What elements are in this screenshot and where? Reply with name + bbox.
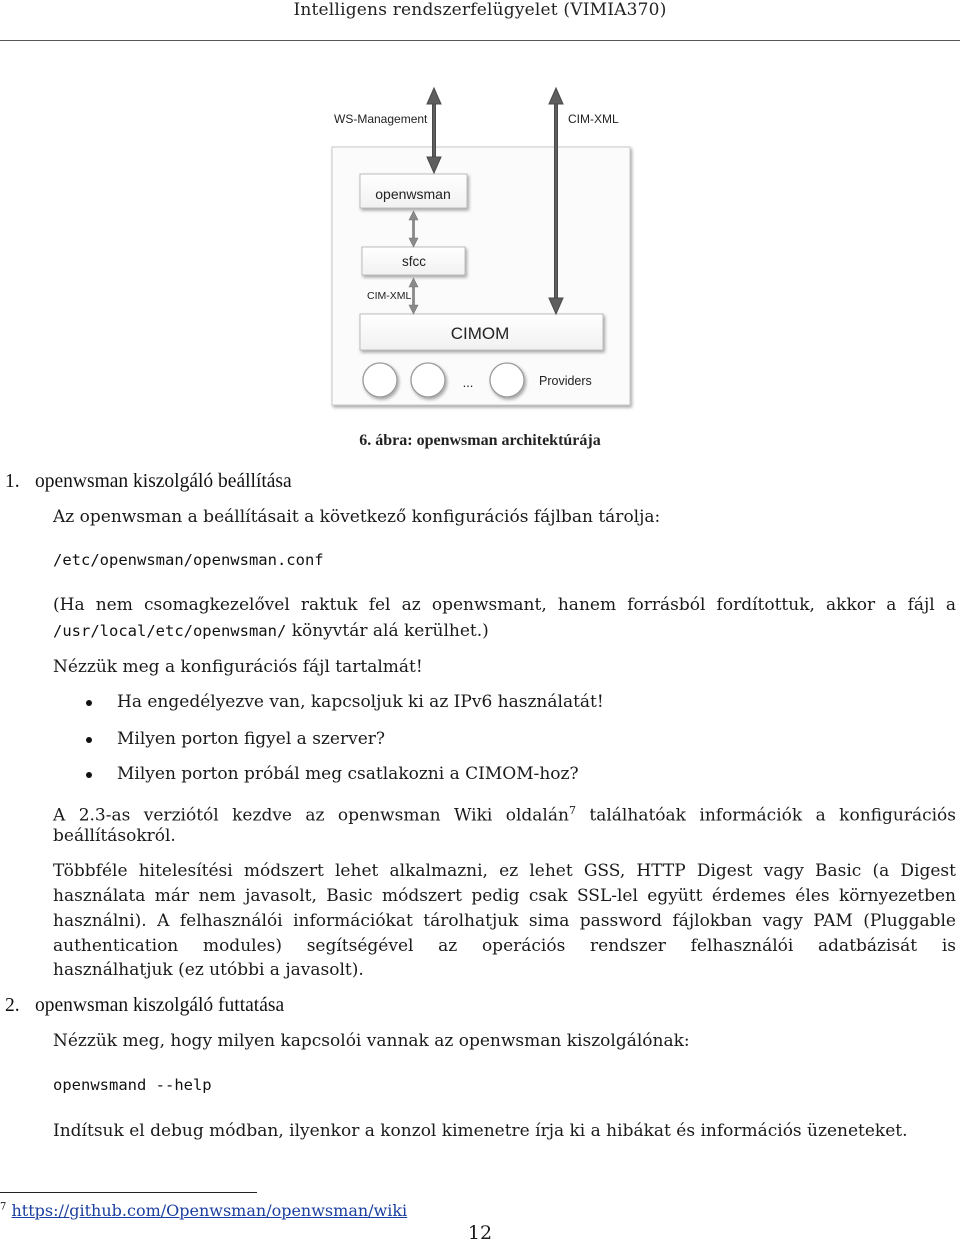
provider-circle: [490, 363, 524, 397]
section-2-intro: Nézzük meg, hogy milyen kapcsolói vannak az openwsman kiszolgálónak:: [53, 1031, 690, 1051]
provider-ellipsis: ...: [462, 375, 474, 390]
section-1-number: 1.: [5, 471, 20, 492]
section-1-intro: Az openwsman a beállításait a következő konfigurációs fájlban tárolja:: [53, 507, 661, 527]
bullet-item: Milyen porton figyel a szerver?: [117, 729, 385, 749]
provider-circle: [363, 363, 397, 397]
architecture-diagram: [320, 80, 650, 425]
wiki-line-2: beállításokról.: [53, 826, 176, 846]
cim-xml-top-label: CIM-XML: [568, 112, 619, 126]
note-line-2: [53, 619, 489, 644]
cimom-label: CIMOM: [450, 324, 510, 343]
auth-line: használata már nem javasolt, Basic módszert pedig csak SSL-lel együtt érdemes éles környezetben: [53, 886, 956, 906]
footnote-number: 7: [0, 1201, 7, 1213]
auth-line: Többféle hitelesítési módszert lehet alkalmazni, ez lehet GSS, HTTP Digest vagy Basic (a Digest: [53, 861, 956, 881]
note-path: /usr/local/etc/openwsman/: [53, 622, 287, 640]
ws-management-arrow: [427, 88, 441, 173]
note-line-2-text: könyvtár alá kerülhet.): [286, 621, 489, 641]
look-at-config: Nézzük meg a konfigurációs fájl tartalmát!: [53, 657, 423, 677]
auth-line: authentication modules) segítségével az operációs rendszer felhasználói adatbázisát is: [53, 936, 956, 956]
bullet-marker: [86, 700, 92, 706]
bullet-marker: [86, 737, 92, 743]
page-number: 12: [467, 1222, 493, 1244]
section-1-heading: openwsman kiszolgáló beállítása: [35, 471, 292, 492]
help-command: openwsmand --help: [53, 1076, 212, 1094]
note-line-1: (Ha nem csomagkezelővel raktuk fel az openwsmant, hanem forrásból fordítottuk, akkor a fájl a: [53, 595, 956, 615]
wiki-text-rest: találhatóak információk a konfigurációs: [575, 805, 957, 826]
openwsman-label: openwsman: [375, 186, 451, 202]
sfcc-label: sfcc: [401, 254, 427, 269]
figure-caption: 6. ábra: openwsman architektúrája: [359, 432, 601, 449]
footnote: [0, 1201, 407, 1220]
debug-instruction: Indítsuk el debug módban, ilyenkor a konzol kimenetre írja ki a hibákat és információs üzeneteket.: [53, 1121, 908, 1141]
page-header: Intelligens rendszerfelügyelet (VIMIA370): [293, 0, 667, 20]
wiki-line-1: [53, 798, 956, 829]
section-2-heading: openwsman kiszolgáló futtatása: [35, 995, 285, 1016]
cim-xml-small-label: CIM-XML: [367, 290, 412, 302]
footnote-divider: [0, 1192, 257, 1193]
bullet-marker: [86, 772, 92, 778]
section-2-number: 2.: [5, 995, 20, 1016]
footnote-link[interactable]: https://github.com/Openwsman/openwsman/wiki: [11, 1201, 408, 1220]
ws-management-label: WS-Management: [334, 112, 428, 126]
footnote-ref: 7: [568, 804, 576, 817]
bullet-item: Milyen porton próbál meg csatlakozni a CIMOM-hoz?: [117, 764, 579, 784]
config-path: /etc/openwsman/openwsman.conf: [53, 551, 324, 569]
provider-circle: [411, 363, 445, 397]
providers-label: Providers: [539, 374, 592, 388]
auth-line: használni). A felhasználói információkat tárolhatjuk sima password fájlokban vagy PAM (Pluggable: [53, 911, 956, 931]
wiki-text: A 2.3-as verziótól kezdve az openwsman Wiki oldalán: [53, 805, 569, 826]
bullet-item: Ha engedélyezve van, kapcsoljuk ki az IPv6 használatát!: [117, 692, 604, 712]
header-divider: [0, 40, 960, 41]
auth-line: használhatjuk (ez utóbbi a javasolt).: [53, 960, 364, 980]
